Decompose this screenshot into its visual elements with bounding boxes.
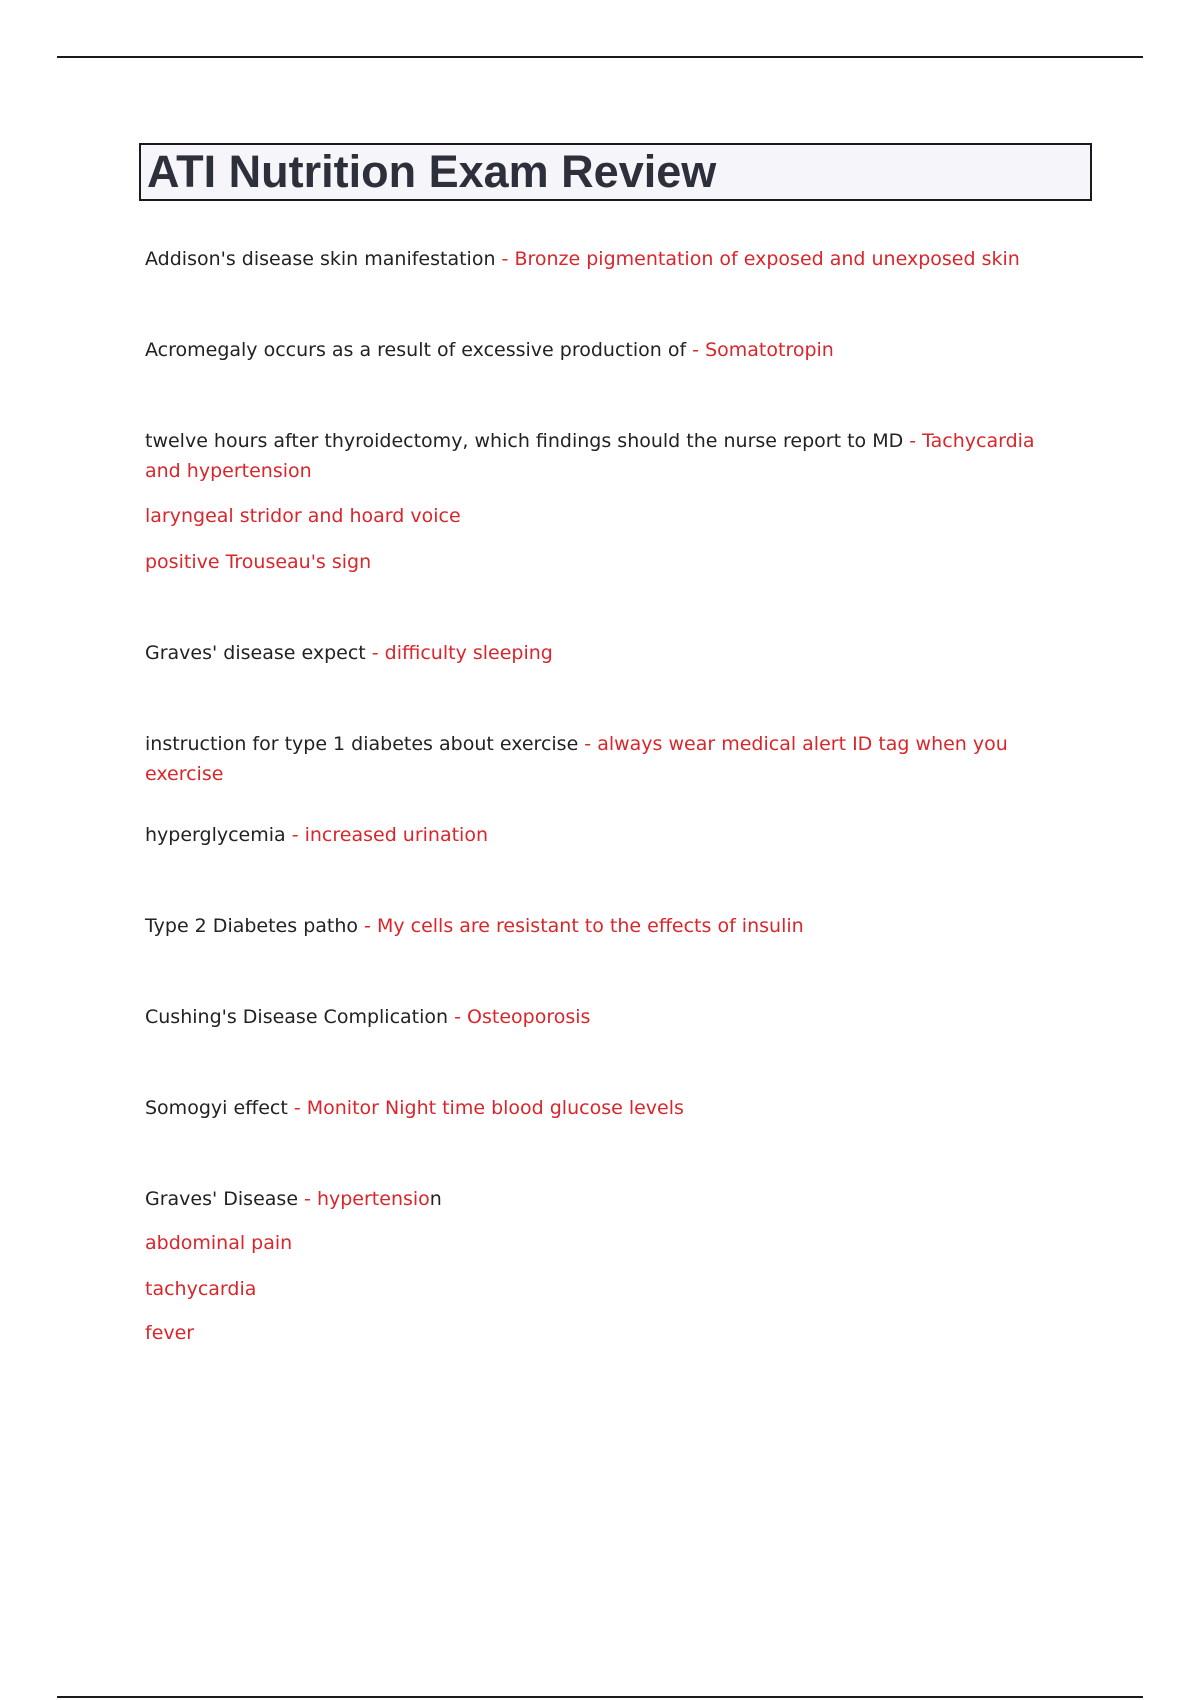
- qa-item: [145, 1093, 1045, 1123]
- qa-item: [145, 911, 1045, 941]
- question-text: Acromegaly occurs as a result of excessive production of: [145, 339, 687, 361]
- answer-extra-line: abdominal pain: [145, 1232, 293, 1254]
- question-text: Type 2 Diabetes patho: [145, 915, 359, 937]
- answer-text: Monitor Night time blood glucose levels: [306, 1097, 684, 1119]
- separator: -: [358, 915, 377, 937]
- separator: -: [448, 1006, 468, 1028]
- answer-text: Bronze pigmentation of exposed and unexposed skin: [514, 248, 1020, 270]
- bottom-rule: [57, 1696, 1143, 1698]
- qa-item: [145, 426, 1035, 486]
- separator: -: [578, 733, 598, 755]
- separator: -: [365, 642, 385, 664]
- separator: -: [285, 824, 305, 846]
- qa-item: [145, 1184, 1045, 1214]
- question-text: hyperglycemia: [145, 824, 286, 846]
- answer-tail: n: [429, 1188, 442, 1210]
- question-text: Graves' Disease: [145, 1188, 299, 1210]
- question-text: Somogyi effect: [145, 1097, 288, 1119]
- answer-text: always wear medical alert ID tag when you exercise: [145, 733, 1008, 785]
- page-title: ATI Nutrition Exam Review: [147, 146, 717, 197]
- separator: -: [686, 339, 706, 361]
- title-box: [139, 143, 1092, 201]
- qa-item: [145, 820, 1045, 850]
- answer-extra-line: positive Trouseau's sign: [145, 551, 372, 573]
- answer-text: Somatotropin: [705, 339, 834, 361]
- answer-text: My cells are resistant to the effects of insulin: [376, 915, 804, 937]
- qa-item: [145, 638, 1045, 668]
- answer-text: hypertensio: [316, 1188, 430, 1210]
- answer-text: Tachycardia and hypertension: [145, 430, 1035, 482]
- question-text: Addison's disease skin manifestation: [145, 248, 496, 270]
- separator: -: [495, 248, 515, 270]
- qa-item: [145, 1002, 1045, 1032]
- question-text: Cushing's Disease Complication: [145, 1006, 449, 1028]
- question-text: instruction for type 1 diabetes about exercise: [145, 733, 579, 755]
- qa-item: [145, 335, 1045, 365]
- separator: -: [903, 430, 923, 452]
- answer-text: increased urination: [304, 824, 489, 846]
- qa-item: [145, 244, 1045, 274]
- qa-item: [145, 729, 1045, 789]
- answer-text: Osteoporosis: [467, 1006, 591, 1028]
- answer-text: difficulty sleeping: [384, 642, 553, 664]
- question-text: Graves' disease expect: [145, 642, 366, 664]
- answer-extra-line: fever: [145, 1322, 195, 1344]
- question-text: twelve hours after thyroidectomy, which findings should the nurse report to MD: [145, 430, 904, 452]
- answer-extra-line: tachycardia: [145, 1278, 257, 1300]
- separator: -: [298, 1188, 317, 1210]
- separator: -: [287, 1097, 307, 1119]
- answer-extra-line: laryngeal stridor and hoard voice: [145, 505, 461, 527]
- top-rule: [57, 56, 1143, 58]
